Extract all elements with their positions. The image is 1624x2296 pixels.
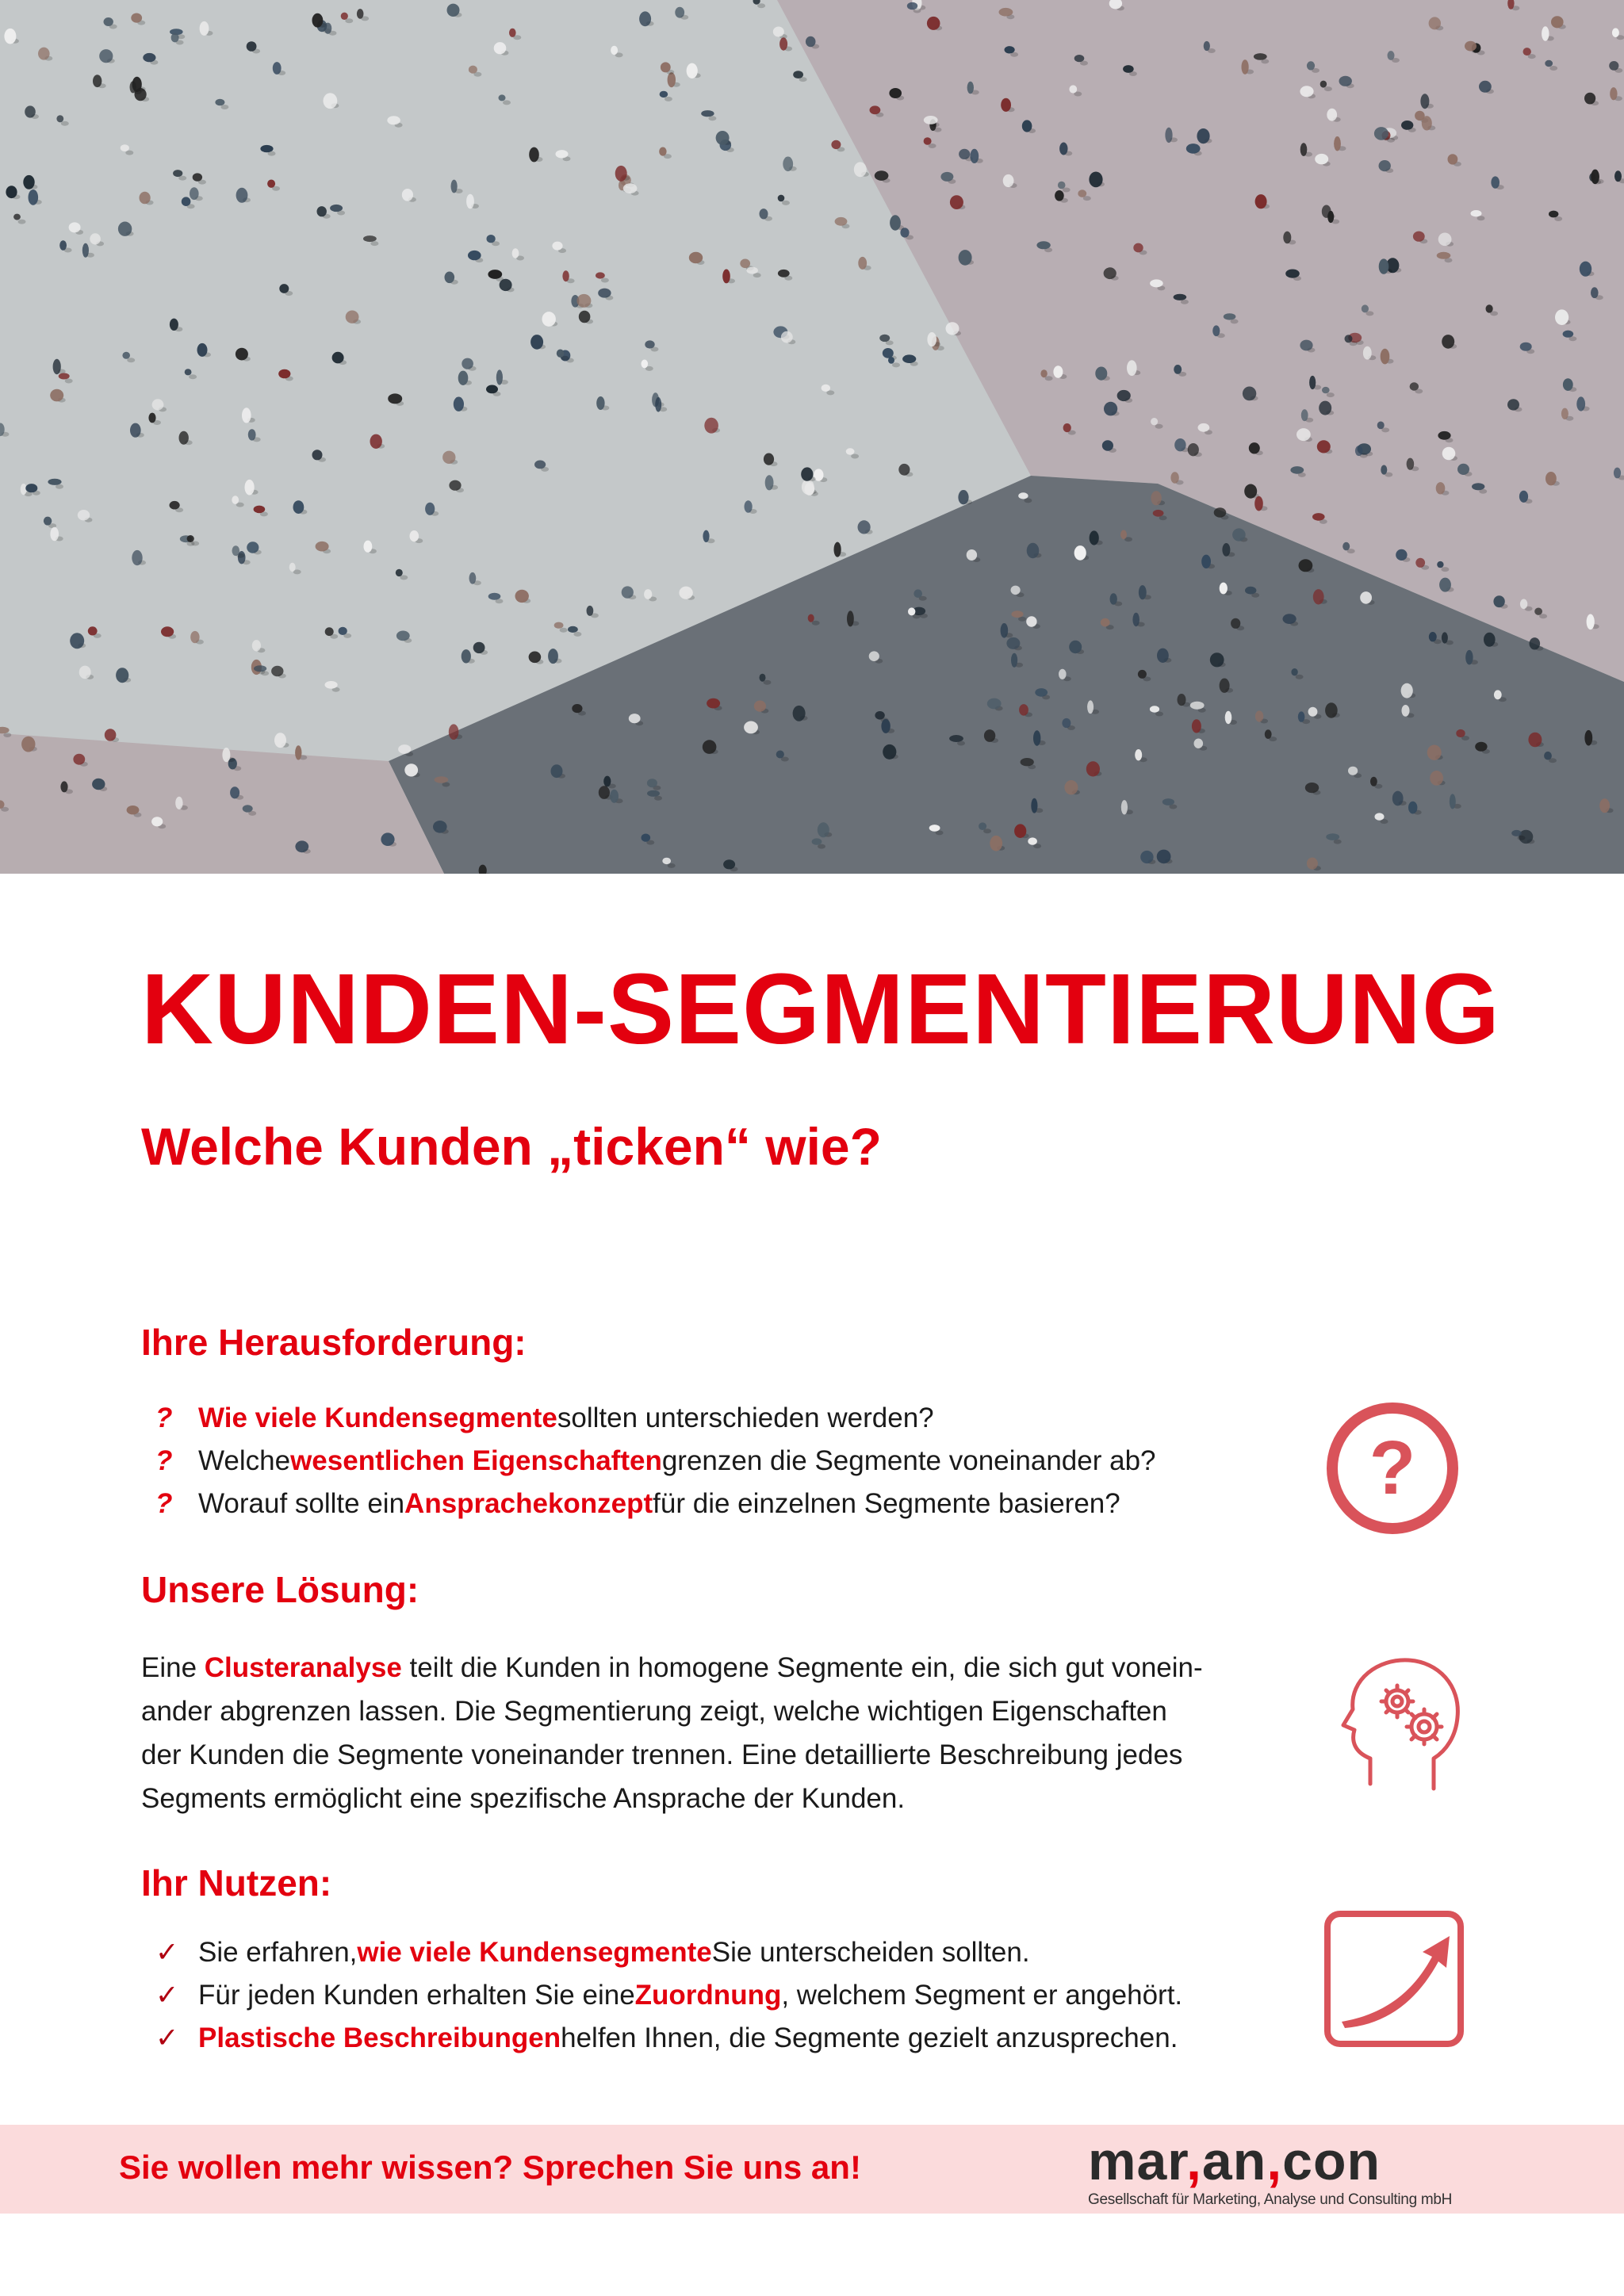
hero-image bbox=[0, 0, 1624, 874]
question-mark-bullet: ? bbox=[155, 1488, 173, 1519]
page-subtitle: Welche Kunden „ticken“ wie? bbox=[141, 1117, 882, 1176]
challenge-item: ? Worauf sollte ein Ansprachekonzept für die einzelnen Segmente basieren? bbox=[155, 1483, 1156, 1525]
solution-paragraph: Eine Clusteranalyse teilt die Kunden in homogene Segmente ein, die sich gut vonein- ander abgrenzen lassen. Die Segmentierung zeigt, welche wichtigen Eigenschaften der Kunden die Segmente voneinander trennen. Eine detaillierte Beschreibung jedes Segments ermöglicht eine spezifische Ansprache der Kunden. bbox=[141, 1652, 1203, 1814]
logo-tagline: Gesellschaft für Marketing, Analyse und Consulting mbH bbox=[1088, 2191, 1453, 2208]
question-mark-bullet: ? bbox=[155, 1445, 173, 1476]
growth-arrow-icon bbox=[1323, 1909, 1465, 2049]
benefit-item: ✓ Plastische Beschreibungen helfen Ihnen, die Segmente gezielt anzusprechen. bbox=[155, 2017, 1182, 2060]
checkmark-bullet: ✓ bbox=[155, 1980, 179, 2011]
challenge-item: ? Welche wesentlichen Eigenschaften grenzen die Segmente voneinander ab? bbox=[155, 1440, 1156, 1483]
svg-text:?: ? bbox=[1369, 1425, 1416, 1510]
page-title: KUNDEN-SEGMENTIERUNG bbox=[141, 953, 1501, 1065]
company-logo: mar,an,con Gesellschaft für Marketing, Analyse und Consulting mbH bbox=[1088, 2133, 1461, 2209]
challenge-heading: Ihre Herausforderung: bbox=[141, 1322, 527, 1363]
solution-heading: Unsere Lösung: bbox=[141, 1569, 419, 1610]
benefit-item: ✓ Für jeden Kunden erhalten Sie eine Zuordnung , welchem Segment er angehört. bbox=[155, 1974, 1182, 2017]
question-mark-bullet: ? bbox=[155, 1402, 173, 1433]
checkmark-bullet: ✓ bbox=[155, 2022, 179, 2053]
head-gears-icon bbox=[1323, 1647, 1473, 1798]
footer-cta: Sie wollen mehr wissen? Sprechen Sie uns an! bbox=[119, 2149, 861, 2186]
benefit-list bbox=[155, 1931, 1182, 2060]
benefit-item: ✓ Sie erfahren, wie viele Kundensegmente Sie unterscheiden sollten. bbox=[155, 1931, 1182, 1974]
question-circle-icon bbox=[1323, 1399, 1462, 1538]
checkmark-bullet: ✓ bbox=[155, 1937, 179, 1968]
challenge-item: ? Wie viele Kundensegmente sollten unterschieden werden? bbox=[155, 1397, 1156, 1440]
benefit-heading: Ihr Nutzen: bbox=[141, 1862, 332, 1904]
challenge-list bbox=[155, 1397, 1156, 1525]
